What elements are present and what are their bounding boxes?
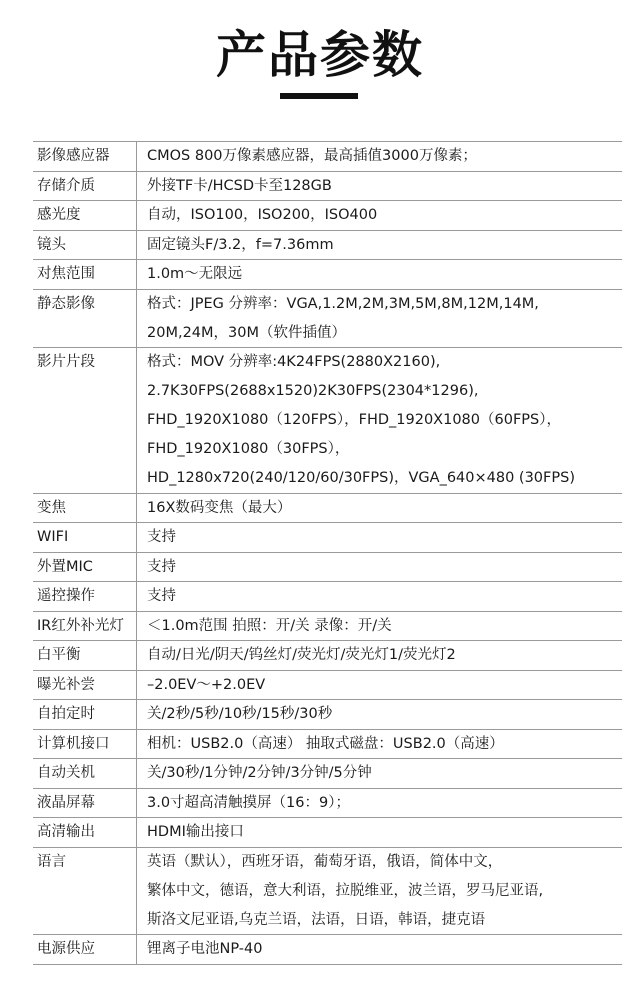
spec-label: 影片片段	[33, 348, 137, 493]
spec-value-line: 3.0寸超高清触摸屏（16：9）；	[147, 794, 350, 811]
spec-row	[33, 848, 622, 936]
spec-value-line: 格式：JPEG 分辨率：VGA,1.2M,2M,3M,5M,8M,12M,14M,	[147, 295, 539, 312]
spec-value-line: 格式：MOV 分辨率:4K24FPS(2880X2160),	[147, 354, 441, 370]
spec-row	[33, 759, 622, 789]
spec-value	[137, 789, 622, 818]
spec-value-line: CMOS 800万像素感应器，最高插值3000万像素；	[147, 148, 477, 164]
spec-label: 计算机接口	[33, 730, 137, 759]
spec-label: 变焦	[33, 494, 137, 523]
spec-value-line: 繁体中文，德语，意大利语，拉脱维亚，波兰语，罗马尼亚语,	[147, 882, 544, 899]
spec-value	[137, 612, 622, 641]
spec-row	[33, 494, 622, 524]
spec-label: 影像感应器	[33, 142, 137, 171]
spec-row	[33, 523, 622, 553]
spec-row	[33, 730, 622, 760]
spec-value-line: –2.0EV～+2.0EV	[147, 676, 266, 693]
spec-value-line: 支持	[147, 529, 176, 545]
spec-value	[137, 523, 622, 552]
spec-label: 静态影像	[33, 290, 137, 348]
spec-value	[137, 348, 622, 493]
spec-value-line: HDMI输出接口	[147, 824, 244, 840]
spec-value-line: 支持	[147, 588, 176, 604]
spec-row	[33, 582, 622, 612]
spec-row	[33, 260, 622, 290]
spec-row	[33, 789, 622, 819]
spec-label: 遥控操作	[33, 582, 137, 611]
spec-value-line: 16X数码变焦（最大）	[147, 499, 292, 516]
spec-value-line: HD_1280x720(240/120/60/30FPS)，VGA_640×480 (30FPS)	[147, 470, 575, 486]
spec-row	[33, 612, 622, 642]
spec-value-line: 锂离子电池NP-40	[147, 941, 263, 957]
spec-row	[33, 935, 622, 965]
spec-value-line: 支持	[147, 558, 176, 575]
spec-row	[33, 818, 622, 848]
spec-row	[33, 671, 622, 701]
spec-row	[33, 290, 622, 349]
spec-row	[33, 348, 622, 494]
spec-value	[137, 553, 622, 582]
spec-value-line: 关/2秒/5秒/10秒/15秒/30秒	[147, 706, 333, 722]
spec-value-line: 关/30秒/1分钟/2分钟/3分钟/5分钟	[147, 765, 372, 781]
spec-value	[137, 759, 622, 788]
spec-row	[33, 553, 622, 583]
spec-label: 感光度	[33, 201, 137, 230]
spec-value	[137, 818, 622, 847]
spec-label: 液晶屏幕	[33, 789, 137, 818]
spec-value-line: 英语（默认），西班牙语，葡萄牙语，俄语，简体中文，	[147, 853, 503, 870]
spec-value	[137, 172, 622, 201]
spec-label: 曝光补尝	[33, 671, 137, 700]
spec-value-line: 自动，ISO100，ISO200，ISO400	[147, 207, 378, 223]
spec-value	[137, 231, 622, 260]
spec-value-line: FHD_1920X1080（30FPS），	[147, 441, 350, 457]
spec-table	[33, 141, 622, 965]
spec-value-line: 20M,24M，30M（软件插值）	[147, 324, 346, 341]
spec-value	[137, 494, 622, 523]
spec-value	[137, 671, 622, 700]
spec-value	[137, 730, 622, 759]
spec-row	[33, 142, 622, 172]
spec-label: 自动关机	[33, 759, 137, 788]
spec-value	[137, 260, 622, 289]
spec-value	[137, 142, 622, 171]
spec-label: 外置MIC	[33, 553, 137, 582]
spec-label: 高清输出	[33, 818, 137, 847]
spec-label: 对焦范围	[33, 260, 137, 289]
spec-row	[33, 231, 622, 261]
spec-value-line: 斯洛文尼亚语,乌克兰语，法语，日语，韩语，捷克语	[147, 911, 486, 928]
spec-value-line: 外接TF卡/HCSD卡至128GB	[147, 177, 332, 194]
spec-value-line: 2.7K30FPS(2688x1520)2K30FPS(2304*1296),	[147, 383, 479, 399]
spec-value-line: 自动/日光/阴天/钨丝灯/荧光灯/荧光灯1/荧光灯2	[147, 647, 456, 663]
spec-label: 白平衡	[33, 641, 137, 670]
spec-row	[33, 201, 622, 231]
page-title: 产品参数	[216, 26, 424, 84]
spec-value	[137, 201, 622, 230]
spec-label: 自拍定时	[33, 700, 137, 729]
spec-value	[137, 290, 622, 348]
spec-row	[33, 700, 622, 730]
spec-label: 语言	[33, 848, 137, 935]
spec-row	[33, 641, 622, 671]
spec-value-line: 1.0m～无限远	[147, 266, 243, 282]
spec-label: 镜头	[33, 231, 137, 260]
spec-label: 电源供应	[33, 935, 137, 964]
spec-value	[137, 700, 622, 729]
spec-value	[137, 935, 622, 964]
spec-value-line: ＜1.0m范围 拍照：开/关 录像：开/关	[147, 617, 392, 634]
spec-value	[137, 641, 622, 670]
spec-value	[137, 848, 622, 935]
spec-value-line: 固定镜头F/3.2，f=7.36mm	[147, 236, 334, 253]
spec-value-line: 相机：USB2.0（高速） 抽取式磁盘：USB2.0（高速）	[147, 735, 504, 752]
spec-value-line: FHD_1920X1080（120FPS），FHD_1920X1080（60FPS），	[147, 412, 561, 428]
spec-value	[137, 582, 622, 611]
spec-label: WIFI	[33, 523, 137, 552]
spec-label: IR红外补光灯	[33, 612, 137, 641]
spec-row	[33, 172, 622, 202]
title-underline	[280, 93, 358, 99]
spec-label: 存储介质	[33, 172, 137, 201]
